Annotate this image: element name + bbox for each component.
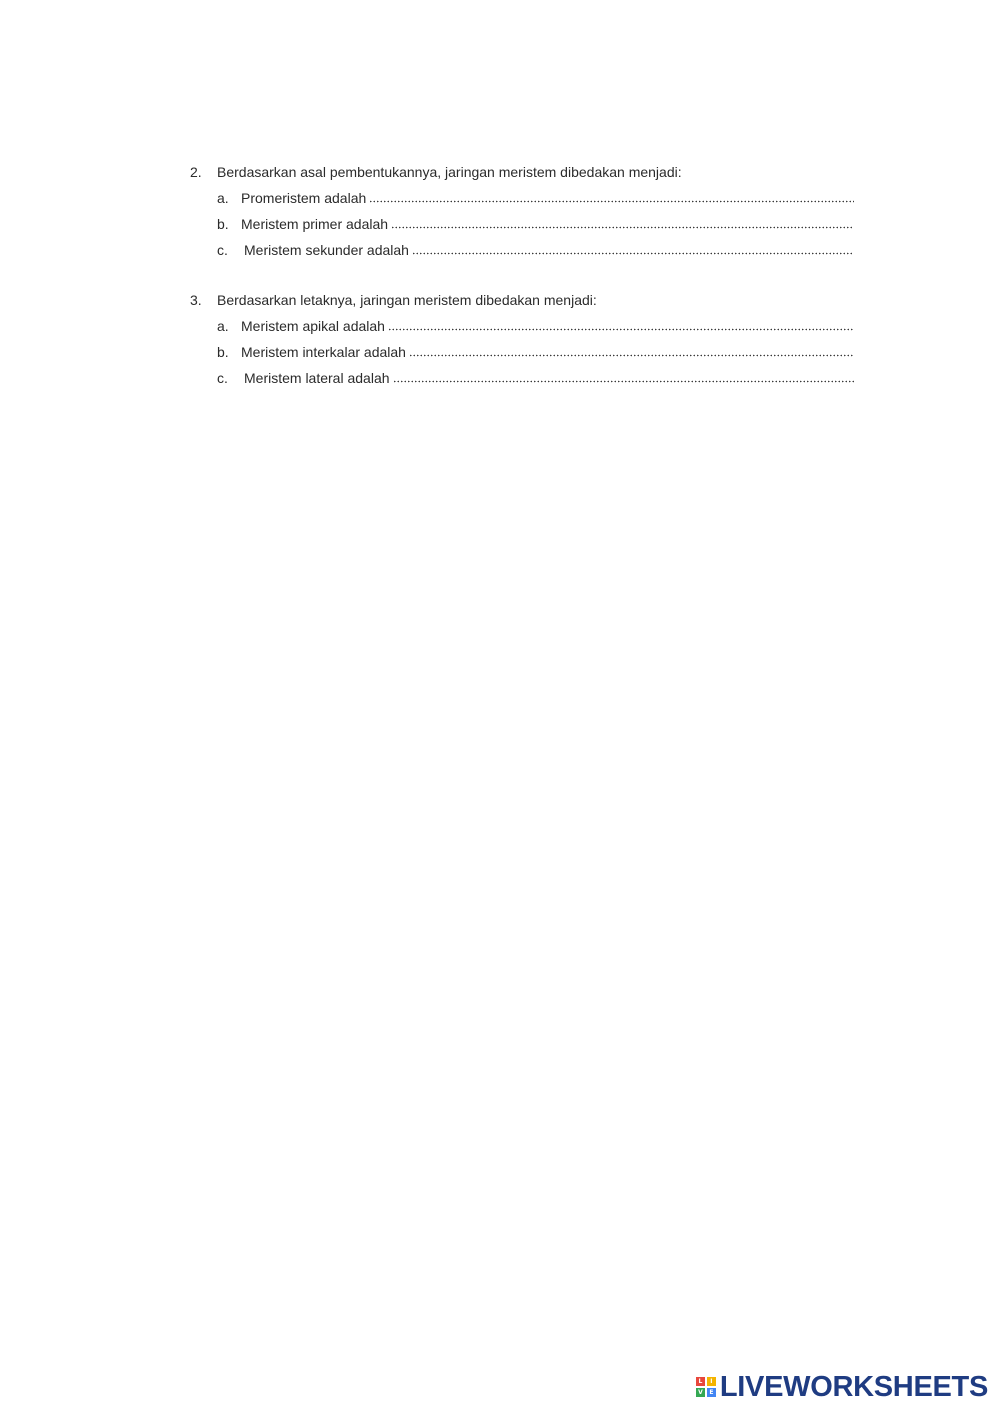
logo-block: I <box>707 1377 716 1386</box>
answer-field-promeristem[interactable] <box>369 189 854 203</box>
item-letter: a. <box>217 190 229 206</box>
question-2-items <box>190 188 854 260</box>
question-3-item-b <box>217 342 854 362</box>
item-label: Meristem sekunder adalah <box>244 242 409 258</box>
item-label: Meristem apikal adalah <box>241 318 385 334</box>
question-2-item-b <box>217 214 854 234</box>
question-2-item-c <box>217 240 854 260</box>
logo-text: LIVEWORKSHEETS <box>719 1370 988 1403</box>
item-label: Promeristem adalah <box>241 190 367 206</box>
question-3-item-a <box>217 316 854 336</box>
item-letter: b. <box>217 216 229 232</box>
question-2-title <box>190 162 854 182</box>
question-3-item-c <box>217 368 854 388</box>
logo-block: E <box>707 1388 716 1397</box>
logo-block: L <box>696 1377 705 1386</box>
question-number: 2. <box>190 164 202 180</box>
question-3-items <box>190 316 854 388</box>
item-label: Meristem lateral adalah <box>244 370 390 386</box>
question-text: Berdasarkan letaknya, jaringan meristem dibedakan menjadi: <box>217 292 597 308</box>
question-text: Berdasarkan asal pembentukannya, jaringan meristem dibedakan menjadi: <box>217 164 682 180</box>
item-letter: a. <box>217 318 229 334</box>
logo-blocks-icon <box>696 1377 716 1397</box>
answer-field-meristem-lateral[interactable] <box>393 369 854 383</box>
answer-field-meristem-apikal[interactable] <box>388 317 854 331</box>
question-2 <box>190 162 854 266</box>
question-3 <box>190 290 854 394</box>
item-label: Meristem primer adalah <box>241 216 389 232</box>
item-letter: c. <box>217 370 228 386</box>
answer-field-meristem-interkalar[interactable] <box>409 343 854 357</box>
answer-field-meristem-sekunder[interactable] <box>412 241 854 255</box>
item-label: Meristem interkalar adalah <box>241 344 406 360</box>
question-number: 3. <box>190 292 202 308</box>
question-2-item-a <box>217 188 854 208</box>
answer-field-meristem-primer[interactable] <box>391 215 854 229</box>
item-letter: c. <box>217 242 228 258</box>
question-3-title <box>190 290 854 310</box>
liveworksheets-logo <box>696 1372 988 1402</box>
logo-block: V <box>696 1388 705 1397</box>
item-letter: b. <box>217 344 229 360</box>
